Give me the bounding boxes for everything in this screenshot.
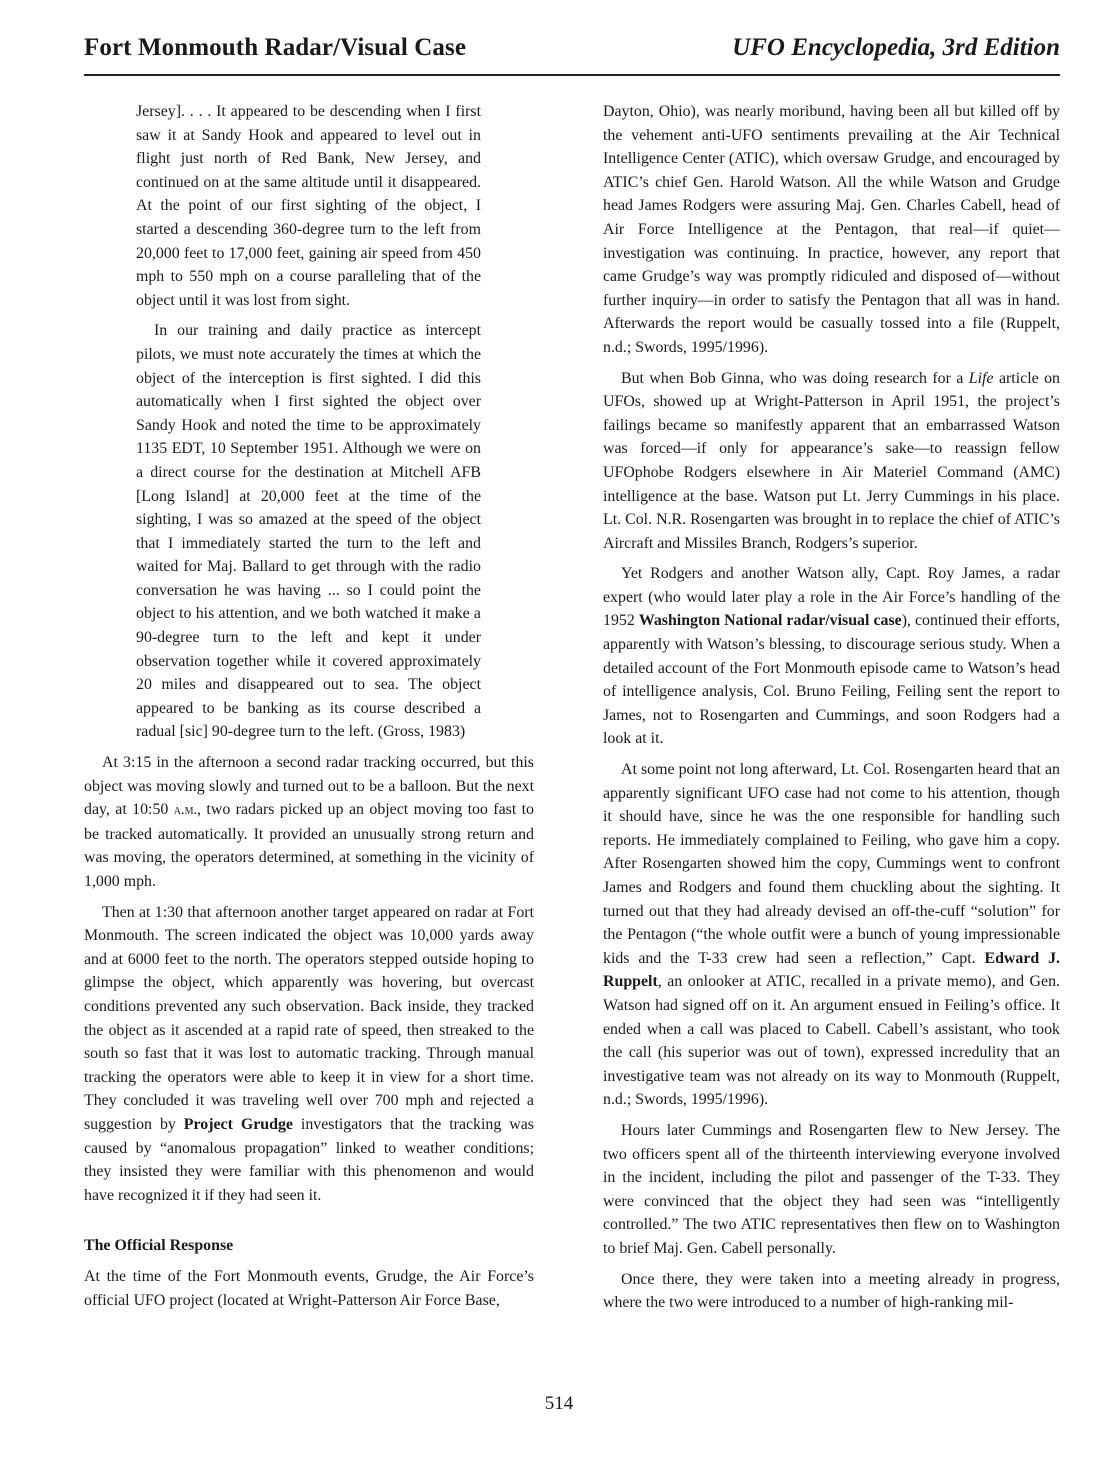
text-run: Then at 1:30 that afternoon another target appeared on radar at Fort Monmouth. The screen indicated the object was 10,000 yards away and at 6000 feet to the north. The operators stepped outside hoping to glimpse the object, which apparently was hovering, but overcast conditions prevented any such observation. Back inside, they tracked the object as it ascended at a rapid rate of speed, then streaked to the south so fast that it was lost to automatic tracking. Through manual tracking the operators were able to keep it in view for a short time. They concluded it was traveling well over 700 mph and rejected a suggestion by — [84, 903, 534, 1133]
body-paragraph: Dayton, Ohio), was nearly moribund, having been all but killed off by the vehement anti-UFO sentiments prevailing at the Air Technical Intelligence Center (ATIC), which oversaw Grudge, and encouraged by ATIC’s chief Gen. Harold Watson. All the while Watson and Grudge head James Rodgers were assuring Maj. Gen. Charles Cabell, head of Air Force Intelligence at the Pentagon, that real—if quiet—investigation was continuing. In practice, however, any report that came Grudge’s way was promptly ridiculed and disposed of—without further inquiry—in order to satisfy the Pentagon that all was in hand. Afterwards the report would be casually tossed into a file (Ruppelt, n.d.; Swords, 1995/1996). — [603, 103, 1060, 356]
cross-reference-link[interactable]: Edward J. Ruppelt — [603, 949, 1060, 991]
block-quote — [136, 100, 481, 744]
page-number: 514 — [544, 1393, 574, 1414]
text-run: Yet Rodgers and another Watson ally, Capt. Roy James, a radar expert (who would later play a role in the Air Force’s handling of the 1952 — [603, 565, 1060, 630]
text-run: , two radars picked up an object moving too fast to be tracked automatically. It provided an unusually strong return and was moving, the operators determined, at something in the vicinity of 1,000 mph. — [84, 801, 535, 890]
cross-reference-link[interactable]: Washington National radar/visual case — [638, 612, 902, 630]
text-run: At some point not long afterward, Lt. Col. Rosengarten heard that an apparently significant UFO case had not come to his attention, though it should have, since he was the one responsible for handling such reports. He immediately complained to Feiling, who gave him a copy. After Rosengarten showed him the copy, Cummings went to confront James and Rodgers and found them chuckling about the sighting. It turned out that they had already devised an off-the-cuff “solution” for the Pentagon (“the whole outfit were a bunch of young impressionable kids and the T-33 crew had seen a reflection,” Capt. — [603, 761, 1060, 967]
header-book-title: UFO Encyclopedia, 3rd Edition — [732, 34, 1060, 61]
text-run: , an onlooker at ATIC, recalled in a private memo), and Gen. Watson had signed off on it. An argument ensued in Feiling’s office. It ended when a call was placed to Cabell. Cabell’s assistant, who took the call (his superior was out of town), expressed incredulity that an investigative team was not already on its way to Monmouth (Ruppelt, n.d.; Swords, 1995/1996). — [603, 973, 1060, 1109]
body-paragraph — [603, 758, 1060, 1112]
small-caps-am: a.m. — [173, 802, 198, 819]
cross-reference-link[interactable]: Project Grudge — [183, 1115, 293, 1133]
body-paragraph — [84, 901, 534, 1208]
header-article-title: Fort Monmouth Radar/Visual Case — [84, 34, 467, 61]
body-paragraph: Hours later Cummings and Rosengarten flew to New Jersey. The two officers spent all of the thirteenth interviewing everyone involved in the incident, including the pilot and passenger of the T-33. They were convinced that the object they had seen was “intelligently controlled.” The two ATIC representatives then flew on to Washington to brief Maj. Gen. Cabell personally. — [603, 1121, 1060, 1257]
text-run: ), continued their efforts, apparently with Watson’s blessing, to discourage serious study. When a detailed account of the Fort Monmouth episode came to Watson’s head of intelligence analysis, Col. Bruno Feiling, Feiling sent the report to James, not to Rosengarten and Cummings, and soon Rodgers had a look at it. — [603, 612, 1060, 748]
quote-paragraph-2: In our training and daily practice as intercept pilots, we must note accurately the times at which the object of the interception is first sighted. I did this automatically when I first sighted the object over Sandy Hook and noted the time to be approximately 1135 EDT, 10 September 1951. Although we were on a direct course for the destination at Mitchell AFB [Long Island] at 20,000 feet at the time of the sighting, I was so amazed at the speed of the object that I immediately started the turn to the left and waited for Maj. Ballard to get through with the radio conversation he was having ... so I could point the object to his attention, and we both watched it make a 90-degree turn to the left and kept it under observation together while it covered approximately 20 miles and disappeared out to sea. The object appeared to be banking as its course described a radual [sic] 90-degree turn to the left. (Gross, 1983) — [136, 322, 481, 741]
text-run: article on UFOs, showed up at Wright-Patterson in April 1951, the project’s failings became so manifestly apparent that an embarrassed Watson was forced—if only for appearance’s sake—to reassign fellow UFOphobe Rodgers elsewhere in Air Materiel Command (AMC) intelligence at the base. Watson put Lt. Jerry Cummings in his place. Lt. Col. N.R. Rosengarten was brought in to replace the chief of ATIC’s Aircraft and Missiles Branch, Rodgers’s superior. — [603, 369, 1060, 552]
text-run: investigators that the tracking was caused by “anomalous propagation” linked to weather conditions; they insisted they were familiar with this phenomenon and would have recognized it if they had seen it. — [84, 1115, 534, 1204]
section-heading: The Official Response — [84, 1237, 234, 1255]
body-paragraph — [603, 367, 1060, 556]
text-run: But when Bob Ginna, who was doing research for a — [621, 369, 969, 387]
running-header — [84, 34, 1060, 76]
right-column — [603, 100, 1060, 1315]
italic-title: Life — [968, 369, 994, 387]
body-paragraph — [603, 562, 1060, 751]
left-column — [84, 100, 534, 1312]
text-run: At 3:15 in the afternoon a second radar tracking occurred, but this object was moving slowly and turned out to be a balloon. But the next day, at 10:50 — [84, 754, 534, 819]
body-paragraph — [84, 751, 534, 894]
quote-paragraph-1: Jersey]. . . . It appeared to be descending when I first saw it at Sandy Hook and appeared to level out in flight just north of Red Bank, New Jersey, and continued on at the same altitude until it disappeared. At the point of our first sighting of the object, I started a descending 360-degree turn to the left from 20,000 feet to 17,000 feet, gaining air speed from 450 mph to 550 mph on a course paralleling that of the object until it was lost from sight. — [136, 103, 481, 309]
body-paragraph: Once there, they were taken into a meeting already in progress, where the two were introduced to a number of high-ranking mil- — [603, 1270, 1060, 1312]
body-paragraph: At the time of the Fort Monmouth events, Grudge, the Air Force’s official UFO project (located at Wright-Patterson Air Force Base, — [84, 1267, 534, 1309]
